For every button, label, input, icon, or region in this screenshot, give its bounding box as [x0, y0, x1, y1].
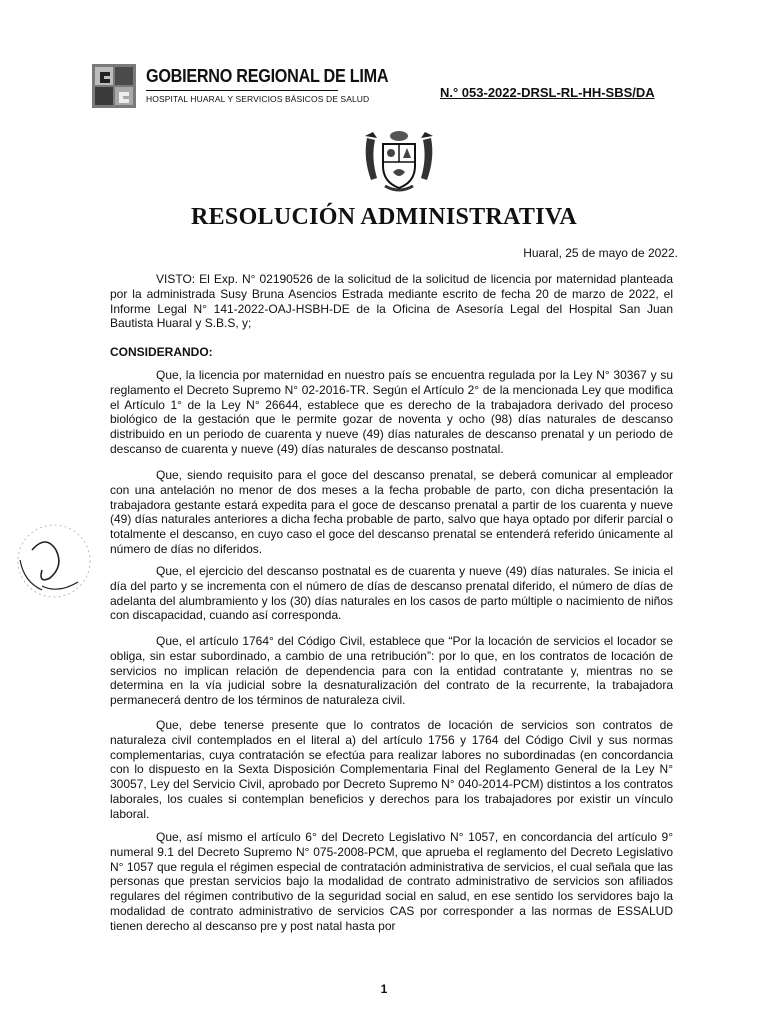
- organization-subtitle: HOSPITAL HUARAL Y SERVICIOS BÁSICOS DE SALUD: [146, 94, 370, 104]
- gobierno-regional-logo: [92, 64, 136, 108]
- document-date: Huaral, 25 de mayo de 2022.: [523, 246, 678, 260]
- header-rule: [146, 90, 338, 91]
- document-number: N.° 053-2022-DRSL-RL-HH-SBS/DA: [440, 85, 655, 100]
- visto-paragraph: VISTO: El Exp. N° 02190526 de la solicitud de la solicitud de licencia por maternidad planteada por la administrada Susy Bruna Asencios Estrada mediante escrito de fecha 20 de marzo de 2022, el Informe Legal N° 141-2022-OAJ-HSBH-DE de la Oficina de Asesoría Legal del Hospital San Juan Bautista Huaral y S.B.S, y;: [110, 272, 673, 331]
- page-number: 1: [380, 982, 388, 996]
- coat-of-arms-icon: [361, 128, 437, 192]
- considerando-heading: CONSIDERANDO:: [110, 345, 213, 359]
- paragraph-1: Que, la licencia por maternidad en nuestro país se encuentra regulada por la Ley N° 30367 y su reglamento el Decreto Supremo N° 02-2016-TR. Según el Artículo 2° de la mencionada Ley que modifica el Artículo 1° de la Ley N° 26644, establece que es derecho de la trabajadora derivado del proceso biológico de la gestación que le permite gozar de noventa y ocho (98) días naturales de descanso distribuido en un periodo de cuarenta y nueve (49) días naturales de descanso prenatal y un periodo de descanso de cuarenta y nueve (49) días naturales de descanso postnatal.: [110, 368, 673, 456]
- paragraph-4: Que, el artículo 1764° del Código Civil, establece que “Por la locación de servicios el locador se obliga, sin estar subordinado, a cambio de una retribución”: por lo que, en los contratos de locación de servicios no implican relación de dependencia para con la entidad contratante y, mientras no se determina en la vía judicial sobre la desnaturalización del contrato de la recurrente, la trabajadora permanecerá dentro de los términos de naturaleza civil.: [110, 634, 673, 708]
- organization-name: GOBIERNO REGIONAL DE LIMA: [146, 66, 389, 86]
- paragraph-2: Que, siendo requisito para el goce del descanso prenatal, se deberá comunicar al empleador con una antelación no menor de dos meses a la fecha probable de parto, con dicha presentación la trabajadora gestante estará expedita para el goce de descanso prenatal a partir de los cuarenta y nueve (49) días naturales anteriores a dicha fecha probable de parto, salvo que haya optado por diferir parcial o totalmente el descanso, en cuyo caso el goce del descanso prenatal se entenderá referido únicamente al número de días no diferidos.: [110, 468, 673, 556]
- paragraph-5: Que, debe tenerse presente que lo contratos de locación de servicios son contratos de naturaleza civil contemplados en el literal a) del artículo 1756 y 1764 del Código Civil y sus normas complementarias, cuya contratación se efectúa para realizar labores no subordinadas (en concordancia con lo dispuesto en la Sexta Disposición Complementaria Final del Reglamento General de la Ley N° 30057, Ley del Servicio Civil, aprobado por Decreto Supremo N° 040-2014-PCM) distintos a los contratos laborales, los cuales si contemplan beneficios y derechos para los trabajadores por existir un vínculo laboral.: [110, 718, 673, 821]
- document-title: RESOLUCIÓN ADMINISTRATIVA: [190, 204, 578, 230]
- paragraph-3: Que, el ejercicio del descanso postnatal es de cuarenta y nueve (49) días naturales. Se inicia el día del parto y se incrementa con el número de días de descanso prenatal diferido, el número de días de adelanta del alumbramiento y los (30) días naturales en los casos de parto múltiple o nacimiento de niños con discapacidad, cuando así corresponda.: [110, 564, 673, 623]
- paragraph-6: Que, así mismo el artículo 6° del Decreto Legislativo N° 1057, en concordancia del artículo 9° numeral 9.1 del Decreto Supremo N° 075-2008-PCM, que aprueba el reglamento del Decreto Legislativo N° 1057 que regula el régimen especial de contratación administrativa de servicios, el cual señala que las personas que prestan servicios bajo la modalidad de contrato administrativo de servicios son afiliados regulares del régimen contributivo de la seguridad social en salud, en ese sentido los servidores bajo la modalidad de contrato administrativo de servicios CAS por corresponder a las normas de ESSALUD tienen derecho al descanso pre y post natal hasta por: [110, 830, 673, 933]
- margin-stamp-signature: [12, 520, 92, 602]
